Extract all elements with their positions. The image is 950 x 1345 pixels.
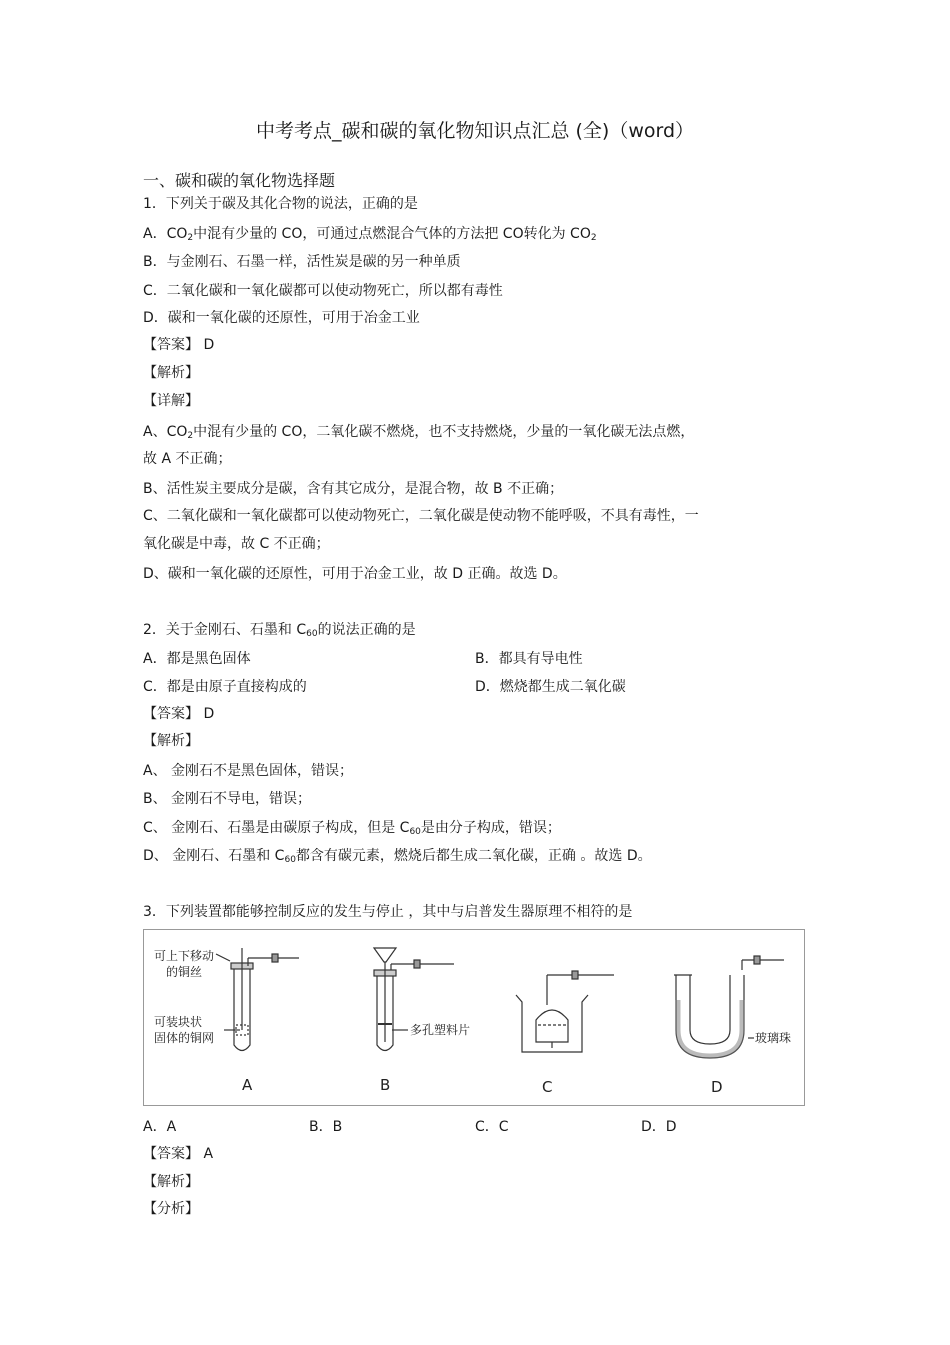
q2-option-c: C．都是由原子直接构成的 [143,679,307,695]
q3-option-a: A．A [143,1119,177,1135]
label-copper-net-1: 可装块状 [154,1015,203,1029]
q1-option-b: B．与金刚石、石墨一样，活性炭是碳的另一种单质 [143,254,461,270]
q2-option-b: B．都具有导电性 [475,651,583,667]
q2-option-d: D．燃烧都生成二氧化碳 [475,679,626,695]
q2-analysis-label: 【解析】 [143,733,199,749]
q3-answer: 【答案】 A [143,1146,214,1162]
q3-option-b: B．B [309,1119,343,1135]
q1-detail-label: 【详解】 [143,393,199,409]
q3-stem: 3．下列装置都能够控制反应的发生与停止 ，其中与启普发生器原理不相符的是 [143,904,633,920]
label-porous-plate: 多孔塑料片 [410,1023,471,1037]
label-glass-beads: 玻璃珠 [755,1031,792,1045]
label-movable-wire-1: 可上下移动 [154,949,215,963]
q2-explanation-a: A、 金刚石不是黑色固体，错误； [143,763,354,779]
apparatus-c [516,971,614,1052]
apparatus-diagram [144,930,804,1105]
apparatus-figure [143,929,805,1106]
figure-letter-d: D [711,1078,723,1096]
section-heading: 一、碳和碳的氧化物选择题 [143,171,336,190]
q2-explanation-b: B、 金刚石不导电，错误； [143,791,312,807]
q1-explanation-a: A、$CO_2$中混有少量的 CO，二氧化碳不燃烧，也不支持燃烧，少量的一氧化碳无法点燃， [143,424,695,441]
q1-analysis-label: 【解析】 [143,365,199,381]
q1-option-c: C．二氧化碳和一氧化碳都可以使动物死亡，所以都有毒性 [143,283,503,299]
q2-explanation-d: D、 金刚石、石墨和 $C_{60}$都含有碳元素，燃烧后都生成二氧化碳，正确 。故选 D。 [143,848,652,865]
q2-stem: 2．关于金刚石、石墨和 $C_{60}$的说法正确的是 [143,622,416,639]
q1-explanation-d: D、碳和一氧化碳的还原性，可用于冶金工业，故 D 正确。故选 D。 [143,566,567,582]
label-copper-net-2: 固体的铜网 [154,1031,215,1045]
label-movable-wire-2: 的铜丝 [166,965,203,979]
q3-option-c: C．C [475,1119,509,1135]
q2-answer: 【答案】 D [143,706,215,722]
apparatus-a [216,948,299,1051]
q1-explanation-a-cont: 故 A 不正确； [143,451,232,467]
figure-letter-b: B [380,1076,391,1094]
q2-option-a: A．都是黑色固体 [143,651,251,667]
q3-analysis-label: 【解析】 [143,1174,199,1190]
q3-fenxi-label: 【分析】 [143,1201,199,1217]
figure-letter-a: A [242,1076,253,1094]
figure-letter-c: C [542,1078,553,1096]
q2-explanation-c: C、 金刚石、石墨是由碳原子构成，但是 $C_{60}$是由分子构成，错误； [143,820,561,837]
q1-explanation-c: C、二氧化碳和一氧化碳都可以使动物死亡，二氧化碳是使动物不能呼吸，不具有毒性，一 [143,508,699,524]
q1-option-a: A．$CO_2$中混有少量的 CO，可通过点燃混合气体的方法把 CO转化为 $CO_2$ [143,226,597,243]
q1-stem: 1．下列关于碳及其化合物的说法，正确的是 [143,196,418,212]
document-title: 中考考点_碳和碳的氧化物知识点汇总 (全)（word） [255,120,695,142]
q1-option-d: D．碳和一氧化碳的还原性，可用于冶金工业 [143,310,420,326]
q1-answer: 【答案】 D [143,337,215,353]
q3-option-d: D．D [641,1119,677,1135]
q1-explanation-c-cont: 氧化碳是中毒，故 C 不正确； [143,536,330,552]
q1-explanation-b: B、活性炭主要成分是碳，含有其它成分，是混合物，故 B 不正确； [143,481,564,497]
